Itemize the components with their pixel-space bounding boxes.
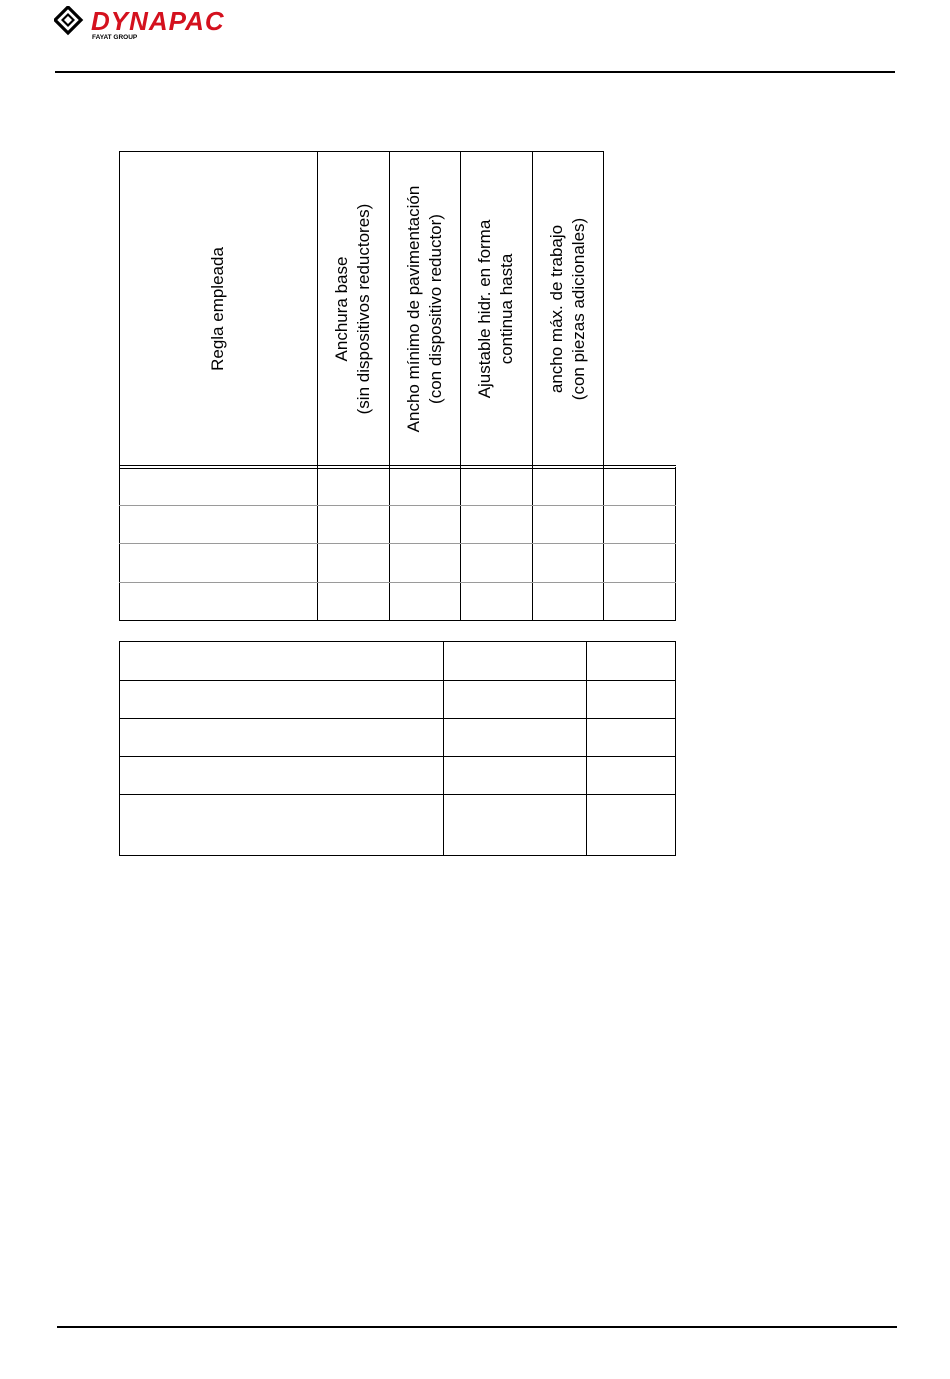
table2-row-line: [120, 756, 675, 757]
header-base-width-label: Anchura base (sin dispositivos reductores): [332, 203, 373, 415]
table1-border-top: [119, 151, 603, 152]
header-cell-hydraulic: [460, 151, 532, 467]
header-cell-max-width: [532, 151, 603, 467]
table-row: [119, 469, 317, 505]
table1-col-line: [317, 151, 318, 621]
header-screed-label: Regla empleada: [208, 247, 227, 371]
table1-col-line: [389, 151, 390, 621]
table-row: [119, 506, 317, 543]
header-min-width-label: Ancho mínimo de pavimentación (con dispositivo reductor): [403, 185, 445, 433]
table1-header-rule: [119, 465, 676, 466]
table2-col-line: [586, 642, 587, 855]
table1-border-right: [675, 467, 676, 621]
header-rule: [55, 71, 895, 73]
table2-row-line: [120, 718, 675, 719]
header-hydraulic-label: Ajustable hidr. en forma continua hasta: [475, 219, 516, 399]
table1-col-line: [603, 151, 604, 621]
table1-border-bottom: [119, 620, 676, 621]
dynapac-logo: [54, 6, 304, 42]
screed-width-table: [119, 151, 676, 621]
table2-row-line: [120, 794, 675, 795]
brand-wordmark: DYNAPAC: [91, 6, 225, 36]
table-row: [119, 544, 317, 582]
header-cell-base-width: [317, 151, 389, 467]
table1-col-line: [532, 151, 533, 621]
footer-rule: [57, 1326, 897, 1328]
header-cell-min-width: [389, 151, 460, 467]
header-cell-screed: [119, 151, 317, 467]
diamond-emblem-icon: [55, 7, 81, 33]
header-max-width-label: ancho máx. de trabajo (con piezas adicionales): [546, 217, 588, 401]
table2-col-line: [443, 642, 444, 855]
table2-row-line: [120, 680, 675, 681]
dynapac-logo-mark: [54, 6, 304, 42]
specification-table: [119, 641, 676, 856]
table1-col-line: [460, 151, 461, 621]
table-row: [119, 583, 317, 620]
brand-tagline: FAYAT GROUP: [92, 34, 138, 41]
